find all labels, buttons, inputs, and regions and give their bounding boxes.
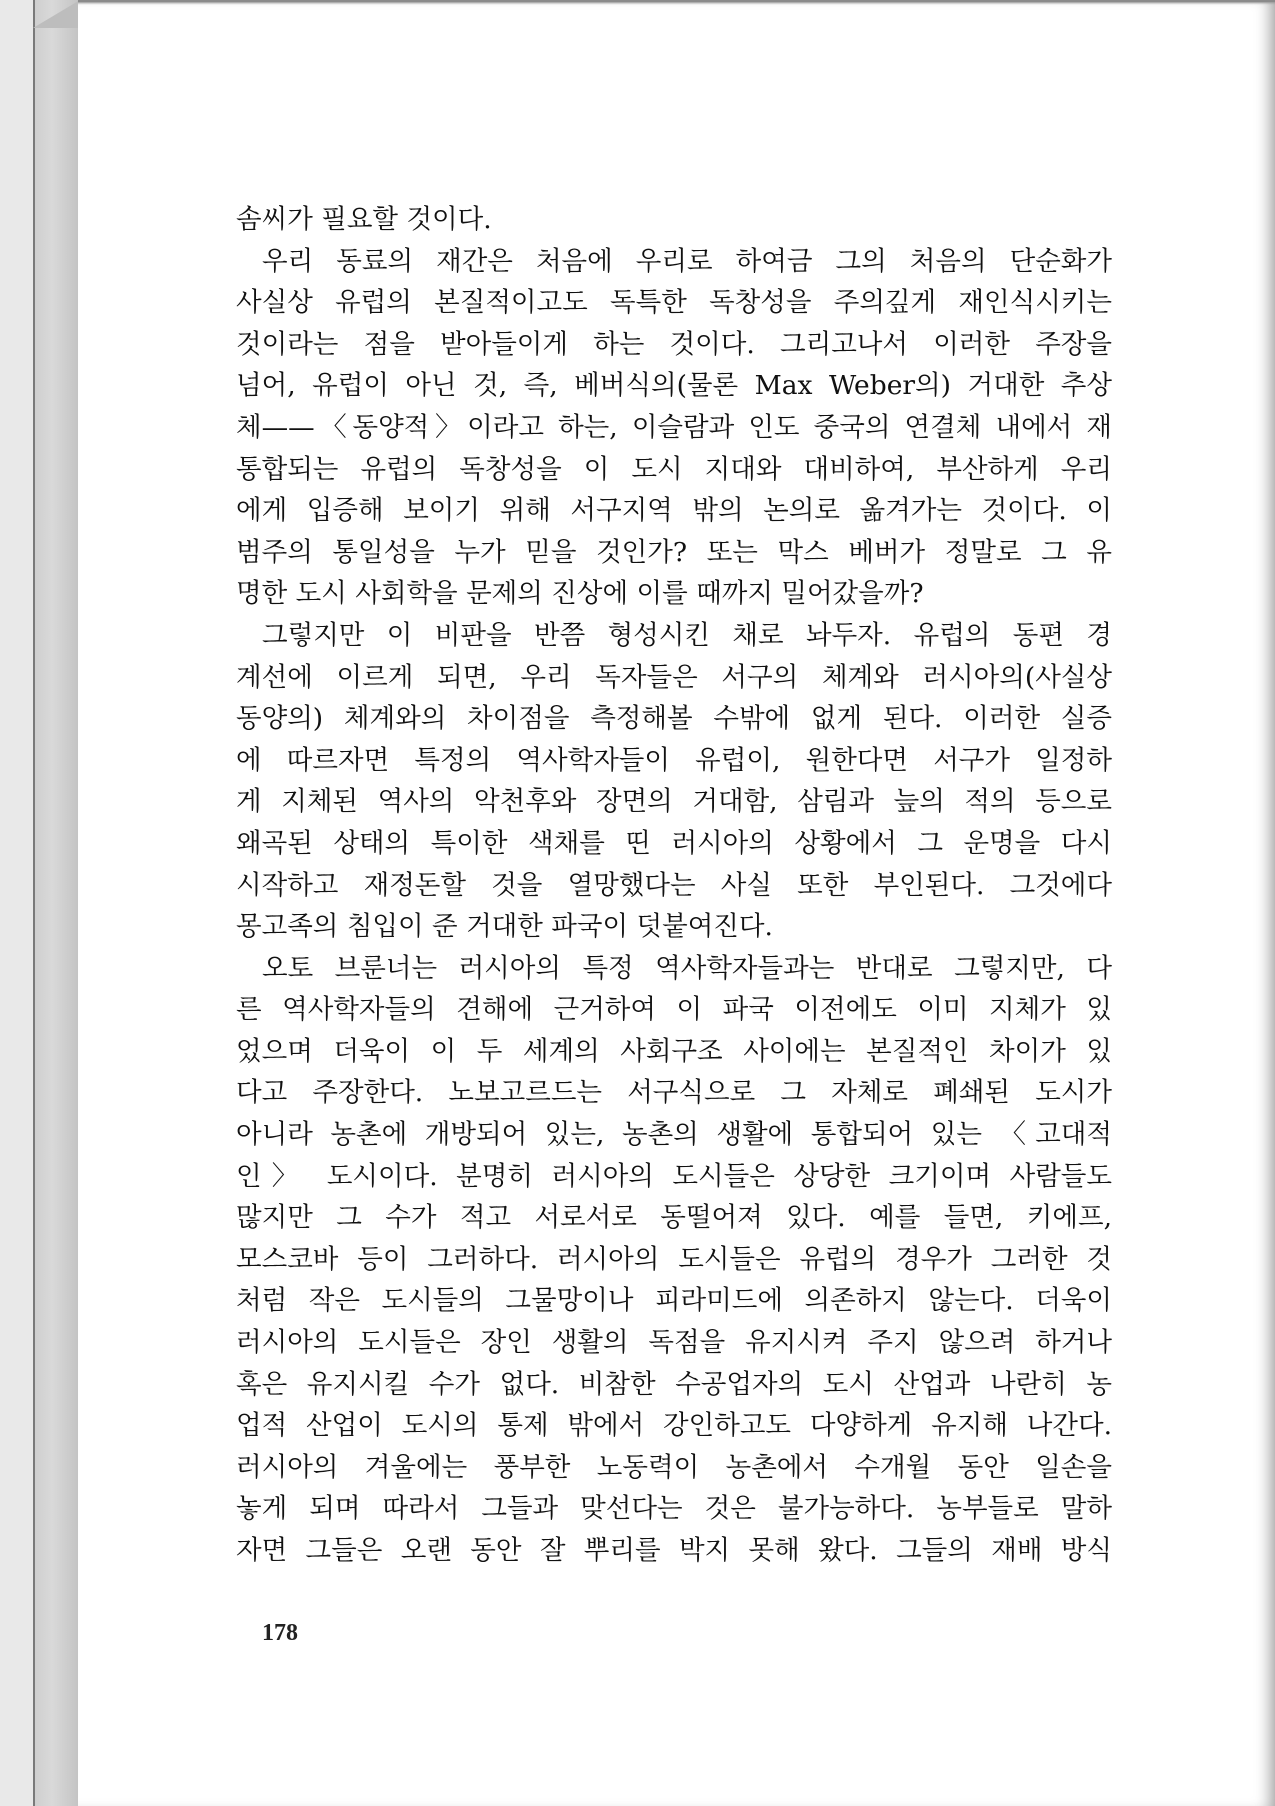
page-body-text [236, 199, 1112, 1572]
text-line: 체——〈동양적〉이라고 하는, 이슬람과 인도 중국의 연결체 내에서 재 [236, 411, 1112, 443]
text-line: 처럼 작은 도시들의 그물망이나 피라미드에 의존하지 않는다. 더욱이 [236, 1285, 1112, 1317]
text-line: 오토 브룬너는 러시아의 특정 역사학자들과는 반대로 그렇지만, 다 [262, 952, 1112, 984]
text-line: 모스코바 등이 그러하다. 러시아의 도시들은 유럽의 경우가 그러한 것 [236, 1243, 1112, 1275]
text-line: 혹은 유지시킬 수가 없다. 비참한 수공업자의 도시 산업과 나란히 농 [236, 1368, 1112, 1400]
text-line: 른 역사학자들의 견해에 근거하여 이 파국 이전에도 이미 지체가 있 [236, 994, 1112, 1026]
text-line: 인〉 도시이다. 분명히 러시아의 도시들은 상당한 크기이며 사람들도 [236, 1160, 1112, 1192]
text-line: 우리 동료의 재간은 처음에 우리로 하여금 그의 처음의 단순화가 [262, 245, 1112, 277]
page-number: 178 [262, 1620, 298, 1646]
text-line: 놓게 되며 따라서 그들과 맞선다는 것은 불가능하다. 농부들로 말하 [236, 1493, 1112, 1525]
text-line: 범주의 통일성을 누가 믿을 것인가? 또는 막스 베버가 정말로 그 유 [236, 536, 1112, 568]
text-line: 게 지체된 역사의 악천후와 장면의 거대함, 삼림과 늪의 적의 등으로 [236, 786, 1112, 818]
text-line: 것이라는 점을 받아들이게 하는 것이다. 그리고나서 이러한 주장을 [236, 328, 1112, 360]
text-line: 다고 주장한다. 노보고르드는 서구식으로 그 자체로 폐쇄된 도시가 [236, 1077, 1112, 1109]
text-line: 그렇지만 이 비판을 반쯤 형성시킨 채로 놔두자. 유럽의 동편 경 [262, 619, 1112, 651]
book-spine [33, 0, 78, 1806]
text-line: 통합되는 유럽의 독창성을 이 도시 지대와 대비하여, 부산하게 우리 [236, 453, 1112, 485]
text-line: 시작하고 재정돈할 것을 열망했다는 사실 또한 부인된다. 그것에다 [236, 869, 1112, 901]
text-line: 많지만 그 수가 적고 서로서로 동떨어져 있다. 예를 들면, 키에프, [236, 1202, 1112, 1234]
text-line: 명한 도시 사회학을 문제의 진상에 이를 때까지 밀어갔을까? [236, 578, 924, 610]
text-line: 에게 입증해 보이기 위해 서구지역 밖의 논의로 옮겨가는 것이다. 이 [236, 495, 1112, 527]
text-line: 었으며 더욱이 이 두 세계의 사회구조 사이에는 본질적인 차이가 있 [236, 1035, 1112, 1067]
text-line: 업적 산업이 도시의 통제 밖에서 강인하고도 다양하게 유지해 나간다. [236, 1410, 1112, 1442]
text-line: 에 따르자면 특정의 역사학자들이 유럽이, 원한다면 서구가 일정하 [236, 744, 1112, 776]
text-line: 왜곡된 상태의 특이한 색채를 띤 러시아의 상황에서 그 운명을 다시 [236, 827, 1112, 859]
text-line: 자면 그들은 오랜 동안 잘 뿌리를 박지 못해 왔다. 그들의 재배 방식 [236, 1535, 1112, 1566]
text-line: 아니라 농촌에 개방되어 있는, 농촌의 생활에 통합되어 있는 〈고대적 [236, 1119, 1112, 1151]
text-line: 동양의) 체계와의 차이점을 측정해볼 수밖에 없게 된다. 이러한 실증 [236, 703, 1112, 735]
text-line: 러시아의 도시들은 장인 생활의 독점을 유지시켜 주지 않으려 하거나 [236, 1327, 1112, 1359]
text-line: 러시아의 겨울에는 풍부한 노동력이 농촌에서 수개월 동안 일손을 [236, 1451, 1112, 1483]
text-line: 넘어, 유럽이 아닌 것, 즉, 베버식의(물론 Max Weber의) 거대한 추상 [236, 370, 1112, 402]
text-line: 사실상 유럽의 본질적이고도 독특한 독창성을 주의깊게 재인식시키는 [236, 287, 1112, 319]
text-line: 솜씨가 필요할 것이다. [236, 204, 492, 235]
text-line: 몽고족의 침입이 준 거대한 파국이 덧붙여진다. [236, 911, 773, 943]
text-line: 계선에 이르게 되면, 우리 독자들은 서구의 체계와 러시아의(사실상 [236, 661, 1112, 693]
